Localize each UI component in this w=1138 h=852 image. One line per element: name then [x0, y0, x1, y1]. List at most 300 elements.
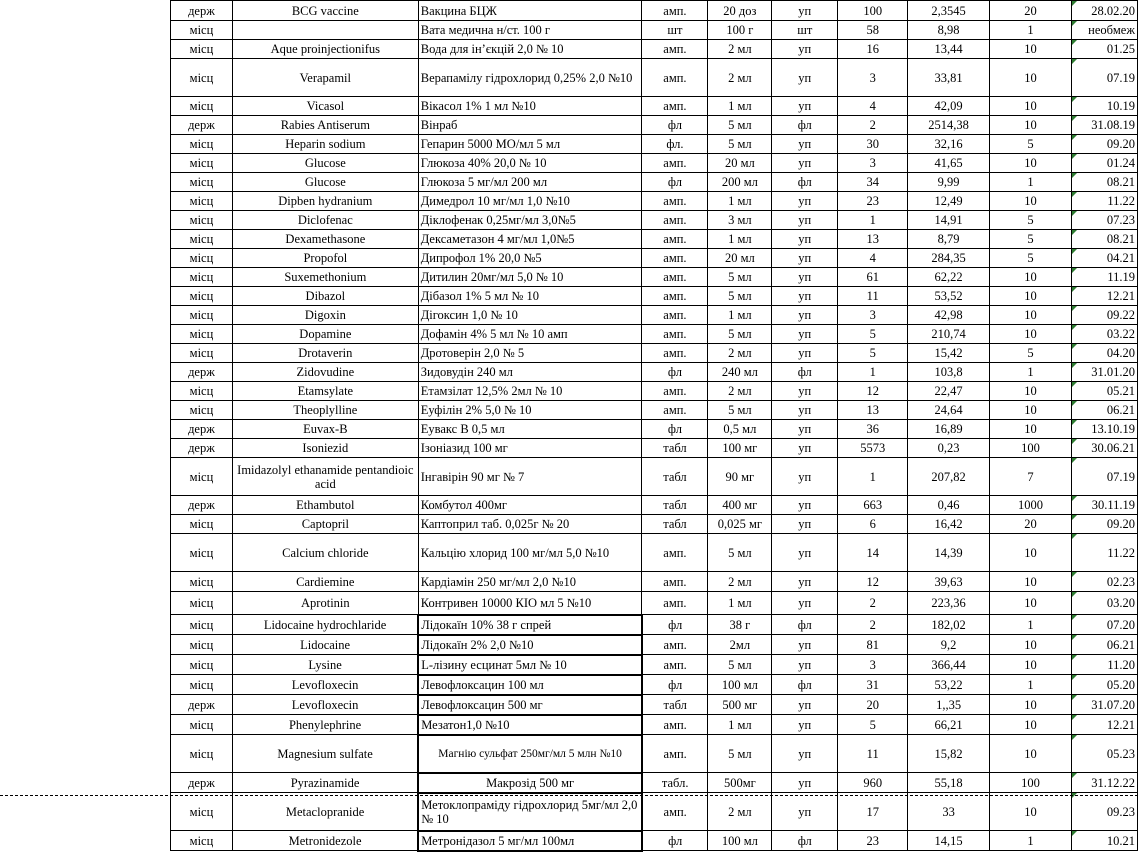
dose-cell: 38 г	[708, 615, 772, 635]
form-cell: амп.	[642, 382, 708, 401]
type-cell: місц	[171, 268, 233, 287]
price-cell: 14,39	[908, 534, 990, 572]
price-cell: 2514,38	[908, 116, 990, 135]
pack-cell: 1	[990, 173, 1072, 192]
price-cell: 8,98	[908, 21, 990, 40]
dose-cell: 5 мл	[708, 287, 772, 306]
unit-cell: уп	[772, 401, 838, 420]
expiry-cell: 12.21	[1071, 287, 1137, 306]
ukr-name-cell: Вікасол 1% 1 мл №10	[418, 97, 642, 116]
qty-cell: 23	[838, 831, 908, 851]
table-row	[171, 40, 1138, 59]
qty-cell: 3	[838, 306, 908, 325]
ukr-name-cell: Магнію сульфат 250мг/мл 5 млн №10	[418, 735, 642, 773]
pack-cell: 5	[990, 249, 1072, 268]
dose-cell: 0,025 мг	[708, 515, 772, 534]
ukr-name-cell: Дротоверін 2,0 № 5	[418, 344, 642, 363]
unit-cell: фл	[772, 363, 838, 382]
ukr-name-cell: Еуфілін 2% 5,0 № 10	[418, 401, 642, 420]
dose-cell: 0,5 мл	[708, 420, 772, 439]
type-cell: місц	[171, 534, 233, 572]
type-cell: місц	[171, 306, 233, 325]
table-row	[171, 420, 1138, 439]
table-row	[171, 496, 1138, 515]
form-cell: табл	[642, 439, 708, 458]
price-cell: 0,23	[908, 439, 990, 458]
dose-cell: 500 мг	[708, 695, 772, 715]
pack-cell: 10	[990, 401, 1072, 420]
expiry-cell: 05.20	[1071, 675, 1137, 695]
price-cell: 39,63	[908, 572, 990, 592]
type-cell: місц	[171, 97, 233, 116]
table-row	[171, 97, 1138, 116]
pack-cell: 100	[990, 439, 1072, 458]
unit-cell: уп	[772, 325, 838, 344]
expiry-cell: 11.22	[1071, 534, 1137, 572]
unit-cell: фл	[772, 173, 838, 192]
unit-cell: уп	[772, 192, 838, 211]
latin-name-cell: Theoplylline	[232, 401, 418, 420]
dose-cell: 2мл	[708, 635, 772, 655]
pack-cell: 10	[990, 306, 1072, 325]
form-cell: амп.	[642, 1, 708, 21]
price-cell: 16,42	[908, 515, 990, 534]
expiry-cell: 28.02.20	[1071, 1, 1137, 21]
price-cell: 53,22	[908, 675, 990, 695]
price-cell: 182,02	[908, 615, 990, 635]
type-cell: держ	[171, 773, 233, 793]
price-cell: 41,65	[908, 154, 990, 173]
pack-cell: 10	[990, 635, 1072, 655]
qty-cell: 61	[838, 268, 908, 287]
latin-name-cell: Aque proinjectionifus	[232, 40, 418, 59]
pack-cell: 10	[990, 572, 1072, 592]
dose-cell: 5 мл	[708, 655, 772, 675]
pack-cell: 5	[990, 230, 1072, 249]
qty-cell: 2	[838, 592, 908, 615]
table-row	[171, 382, 1138, 401]
table-row	[171, 249, 1138, 268]
qty-cell: 30	[838, 135, 908, 154]
table-row	[171, 135, 1138, 154]
pack-cell: 1	[990, 363, 1072, 382]
price-cell: 32,16	[908, 135, 990, 154]
unit-cell: уп	[772, 40, 838, 59]
qty-cell: 12	[838, 382, 908, 401]
ukr-name-cell: Глюкоза 5 мг/мл 200 мл	[418, 173, 642, 192]
price-cell: 42,98	[908, 306, 990, 325]
pack-cell: 10	[990, 268, 1072, 287]
price-cell: 366,44	[908, 655, 990, 675]
pack-cell: 1	[990, 831, 1072, 851]
form-cell: амп.	[642, 97, 708, 116]
dose-cell: 1 мл	[708, 306, 772, 325]
form-cell: табл	[642, 515, 708, 534]
type-cell: місц	[171, 192, 233, 211]
price-cell: 66,21	[908, 715, 990, 735]
latin-name-cell: Glucose	[232, 154, 418, 173]
qty-cell: 14	[838, 534, 908, 572]
price-cell: 13,44	[908, 40, 990, 59]
expiry-cell: 03.22	[1071, 325, 1137, 344]
latin-name-cell: Glucose	[232, 173, 418, 192]
expiry-cell: необмеж	[1071, 21, 1137, 40]
form-cell: фл	[642, 116, 708, 135]
form-cell: фл	[642, 615, 708, 635]
expiry-cell: 13.10.19	[1071, 420, 1137, 439]
type-cell: місц	[171, 135, 233, 154]
ukr-name-cell: Лідокаїн 10% 38 г спрей	[418, 615, 642, 635]
table-row	[171, 615, 1138, 635]
dose-cell: 20 мл	[708, 249, 772, 268]
form-cell: табл	[642, 458, 708, 496]
qty-cell: 5573	[838, 439, 908, 458]
table-row	[171, 715, 1138, 735]
pack-cell: 10	[990, 735, 1072, 773]
ukr-name-cell: L-лізину есцинат 5мл № 10	[418, 655, 642, 675]
qty-cell: 1	[838, 363, 908, 382]
ukr-name-cell: Вата медична н/ст. 100 г	[418, 21, 642, 40]
dose-cell: 5 мл	[708, 735, 772, 773]
type-cell: місц	[171, 287, 233, 306]
unit-cell: фл	[772, 615, 838, 635]
unit-cell: уп	[772, 592, 838, 615]
dose-cell: 400 мг	[708, 496, 772, 515]
price-cell: 207,82	[908, 458, 990, 496]
qty-cell: 3	[838, 59, 908, 97]
form-cell: табл.	[642, 773, 708, 793]
pack-cell: 7	[990, 458, 1072, 496]
qty-cell: 2	[838, 116, 908, 135]
latin-name-cell: Dibazol	[232, 287, 418, 306]
ukr-name-cell: Левофлоксацин 100 мл	[418, 675, 642, 695]
form-cell: амп.	[642, 592, 708, 615]
unit-cell: уп	[772, 515, 838, 534]
dose-cell: 2 мл	[708, 572, 772, 592]
ukr-name-cell: Глюкоза 40% 20,0 № 10	[418, 154, 642, 173]
qty-cell: 31	[838, 675, 908, 695]
unit-cell: уп	[772, 230, 838, 249]
type-cell: місц	[171, 230, 233, 249]
type-cell: місц	[171, 401, 233, 420]
pack-cell: 10	[990, 695, 1072, 715]
unit-cell: уп	[772, 534, 838, 572]
type-cell: місц	[171, 515, 233, 534]
expiry-cell: 30.11.19	[1071, 496, 1137, 515]
table-row	[171, 59, 1138, 97]
expiry-cell: 06.21	[1071, 401, 1137, 420]
type-cell: держ	[171, 439, 233, 458]
pack-cell: 1	[990, 675, 1072, 695]
pack-cell: 10	[990, 592, 1072, 615]
pack-cell: 10	[990, 154, 1072, 173]
latin-name-cell: Suxemethonium	[232, 268, 418, 287]
dose-cell: 100 мл	[708, 831, 772, 851]
type-cell: місц	[171, 59, 233, 97]
type-cell: місц	[171, 382, 233, 401]
ukr-name-cell: Еувакс В 0,5 мл	[418, 420, 642, 439]
price-cell: 53,52	[908, 287, 990, 306]
price-cell: 8,79	[908, 230, 990, 249]
latin-name-cell: Phenylephrine	[232, 715, 418, 735]
unit-cell: уп	[772, 695, 838, 715]
table-row	[171, 572, 1138, 592]
pack-cell: 10	[990, 40, 1072, 59]
ukr-name-cell: Дібазол 1% 5 мл № 10	[418, 287, 642, 306]
type-cell: держ	[171, 496, 233, 515]
qty-cell: 1	[838, 211, 908, 230]
ukr-name-cell: Дитилин 20мг/мл 5,0 № 10	[418, 268, 642, 287]
qty-cell: 4	[838, 249, 908, 268]
unit-cell: уп	[772, 211, 838, 230]
dose-cell: 5 мл	[708, 325, 772, 344]
unit-cell: уп	[772, 773, 838, 793]
price-cell: 62,22	[908, 268, 990, 287]
table-row	[171, 534, 1138, 572]
table-row	[171, 325, 1138, 344]
pack-cell: 10	[990, 382, 1072, 401]
price-cell: 1,,35	[908, 695, 990, 715]
latin-name-cell: Propofol	[232, 249, 418, 268]
price-cell: 284,35	[908, 249, 990, 268]
ukr-name-cell: Димедрол 10 мг/мл 1,0 №10	[418, 192, 642, 211]
form-cell: амп.	[642, 40, 708, 59]
expiry-cell: 11.19	[1071, 268, 1137, 287]
expiry-cell: 07.20	[1071, 615, 1137, 635]
price-cell: 22,47	[908, 382, 990, 401]
latin-name-cell: Lysine	[232, 655, 418, 675]
pack-cell: 10	[990, 420, 1072, 439]
table-row	[171, 268, 1138, 287]
type-cell: місц	[171, 211, 233, 230]
dose-cell: 3 мл	[708, 211, 772, 230]
qty-cell: 11	[838, 735, 908, 773]
table-row	[171, 116, 1138, 135]
ukr-name-cell: Вінраб	[418, 116, 642, 135]
latin-name-cell: Ethambutol	[232, 496, 418, 515]
latin-name-cell: Cardiemine	[232, 572, 418, 592]
type-cell: місц	[171, 325, 233, 344]
type-cell: місц	[171, 655, 233, 675]
medication-table	[170, 0, 1138, 852]
latin-name-cell: Vicasol	[232, 97, 418, 116]
type-cell: місц	[171, 21, 233, 40]
expiry-cell: 09.23	[1071, 793, 1137, 831]
expiry-cell: 04.21	[1071, 249, 1137, 268]
price-cell: 103,8	[908, 363, 990, 382]
unit-cell: уп	[772, 249, 838, 268]
unit-cell: уп	[772, 793, 838, 831]
latin-name-cell: Captopril	[232, 515, 418, 534]
form-cell: амп.	[642, 249, 708, 268]
pack-cell: 10	[990, 325, 1072, 344]
price-cell: 223,36	[908, 592, 990, 615]
dose-cell: 2 мл	[708, 59, 772, 97]
pack-cell: 20	[990, 515, 1072, 534]
pack-cell: 10	[990, 793, 1072, 831]
unit-cell: уп	[772, 420, 838, 439]
qty-cell: 12	[838, 572, 908, 592]
ukr-name-cell: Етамзілат 12,5% 2мл № 10	[418, 382, 642, 401]
table-row	[171, 230, 1138, 249]
pack-cell: 100	[990, 773, 1072, 793]
unit-cell: уп	[772, 382, 838, 401]
type-cell: місц	[171, 249, 233, 268]
pack-cell: 5	[990, 211, 1072, 230]
dose-cell: 2 мл	[708, 793, 772, 831]
form-cell: амп.	[642, 287, 708, 306]
form-cell: амп.	[642, 325, 708, 344]
form-cell: фл	[642, 675, 708, 695]
latin-name-cell: Etamsylate	[232, 382, 418, 401]
latin-name-cell: Aprotinin	[232, 592, 418, 615]
ukr-name-cell: Метронідазол 5 мг/мл 100мл	[418, 831, 642, 851]
dose-cell: 5 мл	[708, 268, 772, 287]
ukr-name-cell: Ізоніазид 100 мг	[418, 439, 642, 458]
qty-cell: 13	[838, 230, 908, 249]
expiry-cell: 30.06.21	[1071, 439, 1137, 458]
dose-cell: 5 мл	[708, 534, 772, 572]
form-cell: фл	[642, 420, 708, 439]
ukr-name-cell: Дігоксин 1,0 № 10	[418, 306, 642, 325]
unit-cell: уп	[772, 344, 838, 363]
qty-cell: 2	[838, 615, 908, 635]
type-cell: місц	[171, 173, 233, 192]
qty-cell: 3	[838, 154, 908, 173]
unit-cell: уп	[772, 1, 838, 21]
type-cell: держ	[171, 363, 233, 382]
form-cell: амп.	[642, 655, 708, 675]
expiry-cell: 10.21	[1071, 831, 1137, 851]
qty-cell: 960	[838, 773, 908, 793]
expiry-cell: 05.23	[1071, 735, 1137, 773]
dose-cell: 2 мл	[708, 40, 772, 59]
expiry-cell: 31.01.20	[1071, 363, 1137, 382]
pack-cell: 10	[990, 192, 1072, 211]
unit-cell: уп	[772, 59, 838, 97]
type-cell: місц	[171, 735, 233, 773]
qty-cell: 17	[838, 793, 908, 831]
latin-name-cell	[232, 21, 418, 40]
qty-cell: 5	[838, 715, 908, 735]
form-cell: амп.	[642, 572, 708, 592]
expiry-cell: 11.22	[1071, 192, 1137, 211]
form-cell: амп.	[642, 230, 708, 249]
pack-cell: 10	[990, 97, 1072, 116]
pack-cell: 1	[990, 615, 1072, 635]
qty-cell: 3	[838, 655, 908, 675]
unit-cell: уп	[772, 135, 838, 154]
type-cell: місц	[171, 831, 233, 851]
table-row	[171, 635, 1138, 655]
table-row	[171, 363, 1138, 382]
unit-cell: уп	[772, 735, 838, 773]
unit-cell: шт	[772, 21, 838, 40]
table-row	[171, 211, 1138, 230]
table-row	[171, 21, 1138, 40]
latin-name-cell: Isoniezid	[232, 439, 418, 458]
form-cell: табл	[642, 695, 708, 715]
ukr-name-cell: Гепарин 5000 МО/мл 5 мл	[418, 135, 642, 154]
expiry-cell: 10.19	[1071, 97, 1137, 116]
latin-name-cell: Metaclopranide	[232, 793, 418, 831]
unit-cell: уп	[772, 439, 838, 458]
type-cell: місц	[171, 572, 233, 592]
form-cell: амп.	[642, 534, 708, 572]
form-cell: фл.	[642, 135, 708, 154]
expiry-cell: 02.23	[1071, 572, 1137, 592]
latin-name-cell: Zidovudine	[232, 363, 418, 382]
pack-cell: 10	[990, 534, 1072, 572]
table-row	[171, 173, 1138, 192]
latin-name-cell: BCG vaccine	[232, 1, 418, 21]
latin-name-cell: Pyrazinamide	[232, 773, 418, 793]
price-cell: 2,3545	[908, 1, 990, 21]
ukr-name-cell: Діклофенак 0,25мг/мл 3,0№5	[418, 211, 642, 230]
ukr-name-cell: Зидовудін 240 мл	[418, 363, 642, 382]
table-row	[171, 1, 1138, 21]
table-row	[171, 735, 1138, 773]
expiry-cell: 31.12.22	[1071, 773, 1137, 793]
expiry-cell: 09.20	[1071, 135, 1137, 154]
form-cell: амп.	[642, 211, 708, 230]
expiry-cell: 06.21	[1071, 635, 1137, 655]
price-cell: 14,91	[908, 211, 990, 230]
table-row	[171, 458, 1138, 496]
unit-cell: уп	[772, 655, 838, 675]
form-cell: амп.	[642, 344, 708, 363]
type-cell: держ	[171, 116, 233, 135]
expiry-cell: 31.08.19	[1071, 116, 1137, 135]
dose-cell: 100 г	[708, 21, 772, 40]
qty-cell: 100	[838, 1, 908, 21]
dose-cell: 2 мл	[708, 382, 772, 401]
type-cell: місц	[171, 793, 233, 831]
expiry-cell: 31.07.20	[1071, 695, 1137, 715]
unit-cell: уп	[772, 572, 838, 592]
type-cell: місц	[171, 715, 233, 735]
qty-cell: 58	[838, 21, 908, 40]
qty-cell: 81	[838, 635, 908, 655]
pack-cell: 10	[990, 715, 1072, 735]
dashed-separator	[0, 795, 1138, 796]
unit-cell: уп	[772, 154, 838, 173]
latin-name-cell: Rabies Antiserum	[232, 116, 418, 135]
table-row	[171, 401, 1138, 420]
expiry-cell: 08.21	[1071, 173, 1137, 192]
expiry-cell: 07.23	[1071, 211, 1137, 230]
expiry-cell: 07.19	[1071, 59, 1137, 97]
form-cell: шт	[642, 21, 708, 40]
ukr-name-cell: Дексаметазон 4 мг/мл 1,0№5	[418, 230, 642, 249]
unit-cell: уп	[772, 97, 838, 116]
latin-name-cell: Levofloxecin	[232, 695, 418, 715]
latin-name-cell: Magnesium sulfate	[232, 735, 418, 773]
dose-cell: 1 мл	[708, 592, 772, 615]
type-cell: держ	[171, 695, 233, 715]
form-cell: амп.	[642, 268, 708, 287]
unit-cell: уп	[772, 287, 838, 306]
pack-cell: 20	[990, 1, 1072, 21]
unit-cell: фл	[772, 831, 838, 851]
form-cell: амп.	[642, 735, 708, 773]
form-cell: фл	[642, 831, 708, 851]
latin-name-cell: Dopamine	[232, 325, 418, 344]
price-cell: 16,89	[908, 420, 990, 439]
dose-cell: 90 мг	[708, 458, 772, 496]
form-cell: амп.	[642, 59, 708, 97]
qty-cell: 11	[838, 287, 908, 306]
